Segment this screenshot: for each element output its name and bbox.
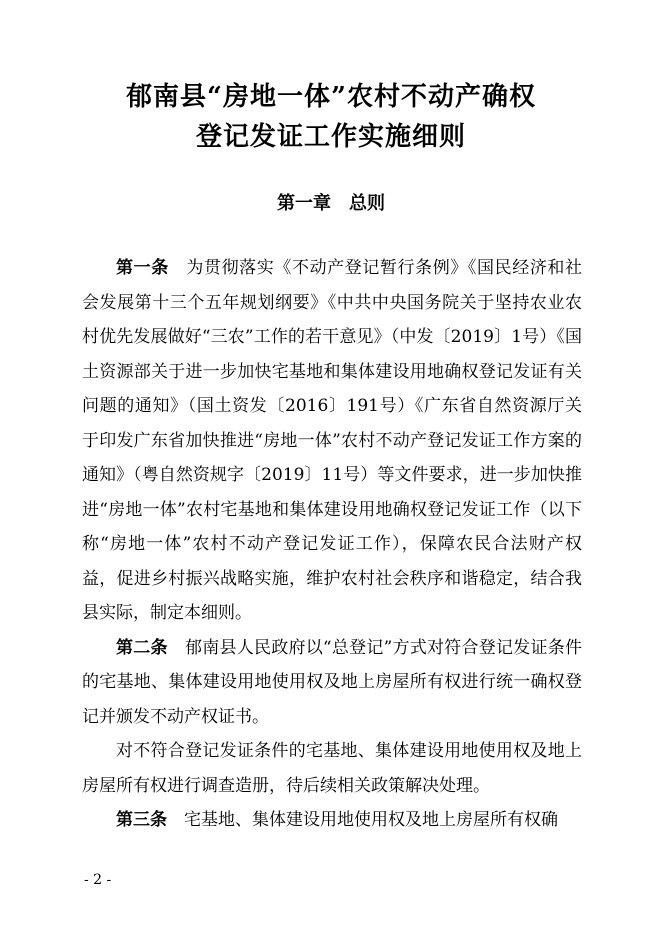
article-2-label: 第二条 [116,637,168,658]
article-1 [82,251,582,631]
article-3-text: 宅基地、集体建设用地使用权及地上房屋所有权确 [184,810,558,830]
article-2 [82,631,582,735]
article-1-label: 第一条 [116,258,169,278]
document-title-line-2: 登记发证工作实施细则 [195,122,466,152]
article-2-paragraph-2-text: 对不符合登记发证条件的宅基地、集体建设用地使用权及地上房屋所有权进行调查造册，待后续相关政策解决处理。 [82,741,582,796]
page-number: - 2 - [84,872,112,888]
article-2-text: 郁南县人民政府以“总登记”方式对符合登记发证条件的宅基地、集体建设用地使用权及地上房屋所有权进行统一确权登记并颁发不动产权证书。 [82,637,582,727]
article-3 [82,803,582,838]
document-body [82,251,582,838]
chapter-heading: 第一章 总则 [277,193,385,214]
article-3-label: 第三条 [116,810,167,830]
article-2-paragraph-2 [82,734,582,803]
article-1-text: 为贯彻落实《不动产登记暂行条例》《国民经济和社会发展第十三个五年规划纲要》《中共中央国务院关于坚持农业农村优先发展做好“三农”工作的若干意见》（中发〔2019〕1号）《国土资源部关于进一步加快宅基地和集体建设用地确权登记发证有关问题的通知》（国土资发〔2016〕191号）《广东省自然资源厅关于印发广东省加快推进“房地一体”农村不动产登记发证工作方案的通知》（粤自然资规字〔2019〕11号）等文件要求，进一步加快推进“房地一体”农村宅基地和集体建设用地确权登记发证工作（以下称“房地一体”农村不动产登记发证工作），保障农民合法财产权益，促进乡村振兴战略实施，维护农村社会秩序和谐稳定，结合我县实际，制定本细则。 [82,258,583,623]
document-title-line-1: 郁南县“房地一体”农村不动产确权 [126,82,536,112]
